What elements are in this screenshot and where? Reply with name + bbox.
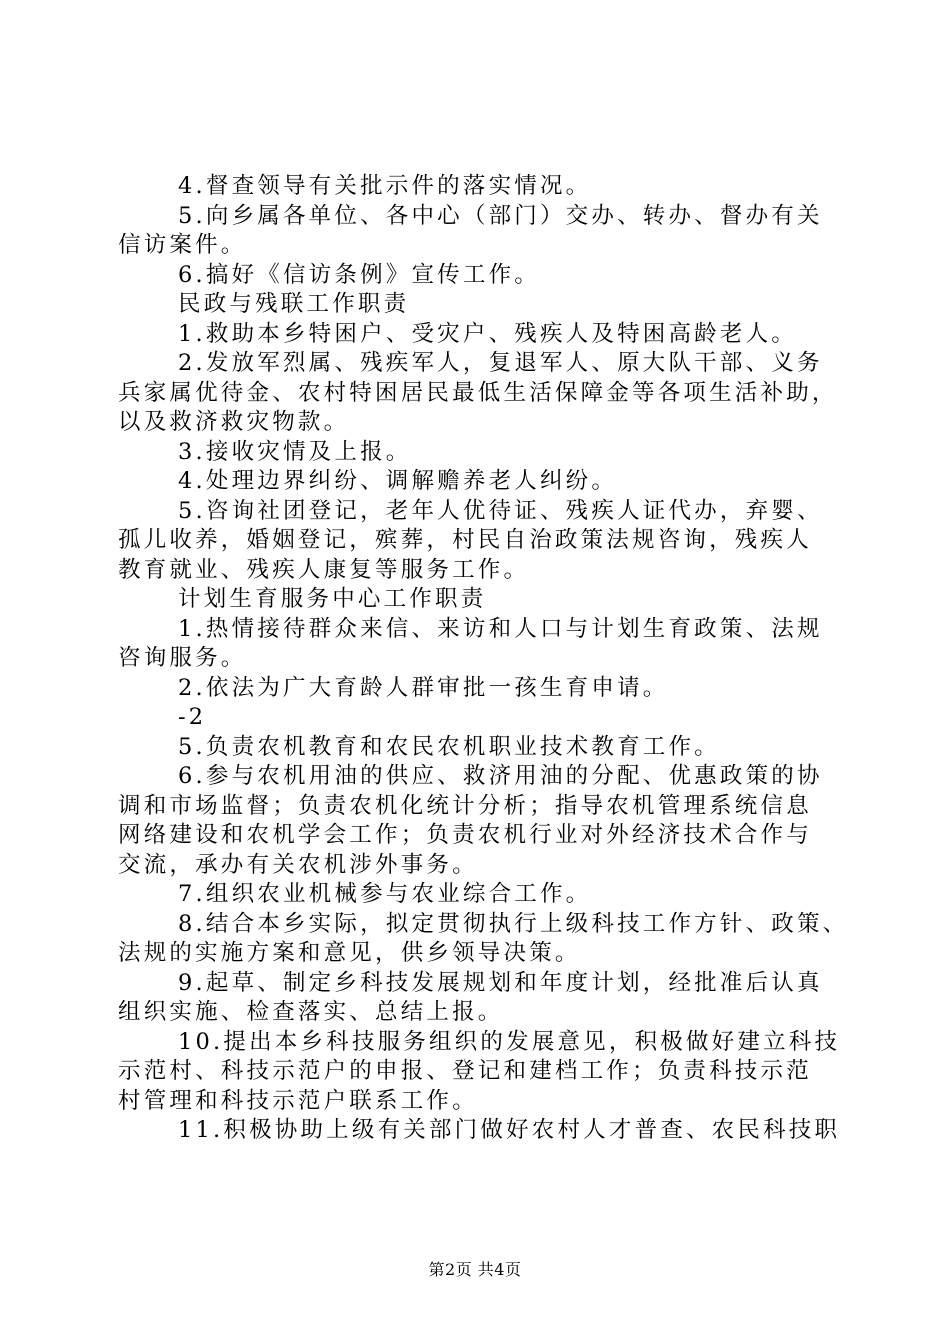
text-line: 调和市场监督；负责农机化统计分析；指导农机管理系统信息 [118, 792, 812, 819]
text-line: 1.热情接待群众来信、来访和人口与计划生育政策、法规 [178, 615, 823, 642]
text-line: 8.结合本乡实际，拟定贯彻执行上级科技工作方针、政策、 [178, 910, 849, 937]
text-line: 5.向乡属各单位、各中心（部门）交办、转办、督办有关 [178, 202, 823, 229]
page-footer [0, 1257, 950, 1280]
page-number: 第2页 共4页 [428, 1260, 522, 1279]
text-line: 2.发放军烈属、残疾军人，复退军人、原大队干部、义务 [178, 350, 823, 376]
text-line: 2.依法为广大育龄人群审批一孩生育申请。 [178, 674, 669, 701]
text-line: 4.处理边界纠纷、调解赡养老人纠纷。 [178, 468, 618, 494]
text-line: 村管理和科技示范户联系工作。 [118, 1087, 478, 1114]
text-line: 网络建设和农机学会工作；负责农机行业对外经济技术合作与 [118, 822, 812, 848]
text-line: 信访案件。 [118, 232, 247, 258]
text-line: 10.提出本乡科技服务组织的发展意见，积极做好建立科技 [178, 1028, 841, 1055]
text-line: 组织实施、检查落实、总结上报。 [118, 999, 504, 1025]
text-line: 咨询服务。 [118, 645, 247, 671]
text-line: 9.起草、制定乡科技发展规划和年度计划，经批准后认真 [178, 969, 823, 996]
text-line: 孤儿收养，婚姻登记，殡葬，村民自治政策法规咨询，残疾人 [118, 527, 812, 553]
text-line: 6.参与农机用油的供应、救济用油的分配、优惠政策的协 [178, 763, 823, 789]
text-line: 5.咨询社团登记，老年人优待证、残疾人证代办，弃婴、 [178, 497, 823, 524]
text-line: 民政与残联工作职责 [178, 291, 410, 317]
text-line: 计划生育服务中心工作职责 [178, 586, 487, 612]
text-line: 教育就业、残疾人康复等服务工作。 [118, 556, 530, 583]
document-body [0, 172, 950, 1146]
text-line: -2 [178, 704, 207, 730]
text-line: 3.接收灾情及上报。 [178, 438, 412, 465]
text-line: 11.积极协助上级有关部门做好农村人才普查、农民科技职 [178, 1117, 841, 1143]
text-line: 7.组织农业机械参与农业综合工作。 [178, 881, 592, 907]
text-line: 示范村、科技示范户的申报、登记和建档工作；负责科技示范 [118, 1058, 812, 1084]
text-line: 交流，承办有关农机涉外事务。 [118, 851, 478, 878]
text-line: 兵家属优待金、农村特困居民最低生活保障金等各项生活补助， [118, 379, 838, 406]
text-line: 1.救助本乡特困户、受灾户、残疾人及特困高龄老人。 [178, 320, 797, 347]
text-line: 5.负责农机教育和农民农机职业技术教育工作。 [178, 733, 720, 760]
text-line: 法规的实施方案和意见，供乡领导决策。 [118, 940, 581, 966]
text-line: 以及救济救灾物款。 [118, 409, 350, 435]
text-line: 6.搞好《信访条例》宣传工作。 [178, 261, 540, 288]
text-line: 4.督查领导有关批示件的落实情况。 [178, 173, 592, 199]
